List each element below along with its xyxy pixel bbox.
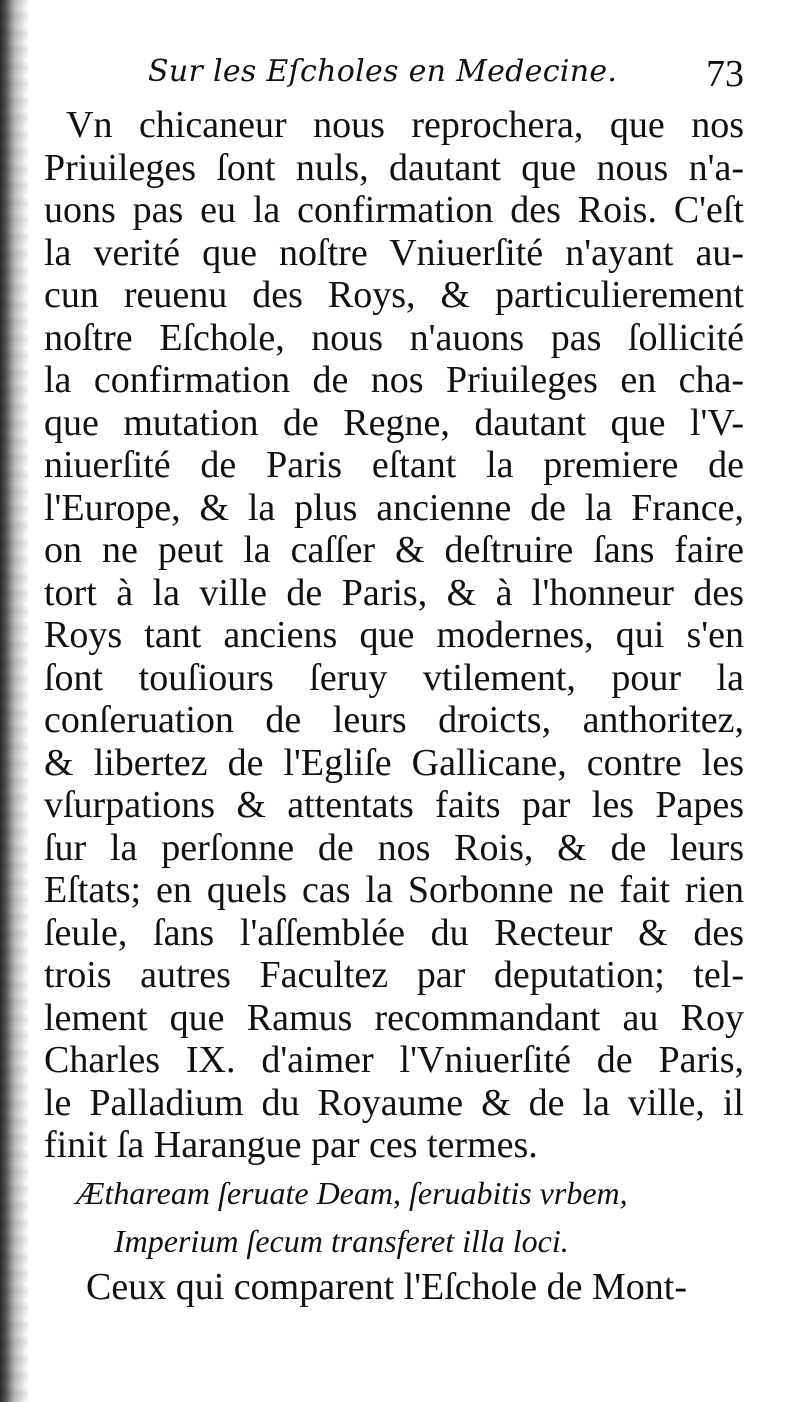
text-line: vſurpations & attentats faits par les Papes xyxy=(44,784,744,826)
running-title: Sur les Eſcholes en Medecine. xyxy=(148,54,618,89)
text-line: lement que Ramus recommandant au Roy xyxy=(44,996,744,1039)
text-line: que mutation de Regne, dautant que l'V- xyxy=(44,401,744,444)
continuation-line: Ceux qui comparent l'Eſchole de Mont- xyxy=(86,1266,687,1308)
text-line: la verité que noſtre Vniuerſité n'ayant au- xyxy=(44,231,744,274)
text-line: trois autres Facultez par deputation; tel- xyxy=(44,954,744,996)
verse-line: Imperium ſecum transferet illa loci. xyxy=(114,1223,569,1259)
text-line: on ne peut la caſſer & deſtruire ſans faire xyxy=(44,529,744,571)
running-head xyxy=(148,52,748,102)
page-number: 73 xyxy=(706,53,744,95)
text-line: uons pas eu la confirmation des Rois. C'eſt xyxy=(44,189,744,231)
text-line: Eſtats; en quels cas la Sorbonne ne fait rien xyxy=(44,869,744,911)
text-line: Vn chicaneur nous reprochera, que nos xyxy=(66,104,744,146)
text-line: niuerſité de Paris eſtant la premiere de xyxy=(44,444,744,486)
text-line: noſtre Eſchole, nous n'auons pas ſollicité xyxy=(44,316,744,359)
text-line: ſont touſiours ſeruy vtilement, pour la xyxy=(44,656,744,699)
text-line: la confirmation de nos Priuileges en cha- xyxy=(44,359,744,401)
binding-gutter xyxy=(0,0,28,1402)
verse-line: Æthaream ſeruate Deam, ſeruabitis vrbem, xyxy=(76,1175,628,1211)
text-line: Priuileges ſont nuls, dautant que nous n'a- xyxy=(44,146,744,189)
text-line: cun reuenu des Roys, & particulierement xyxy=(44,274,744,316)
text-line: le Palladium du Royaume & de la ville, il xyxy=(44,1081,744,1124)
text-line: tort à la ville de Paris, & à l'honneur des xyxy=(44,571,744,614)
text-line: conſeruation de leurs droicts, anthoritez, xyxy=(44,699,744,741)
text-line: Charles IX. d'aimer l'Vniuerſité de Paris, xyxy=(44,1039,744,1081)
text-line: Roys tant anciens que modernes, qui s'en xyxy=(44,614,744,656)
text-line: & libertez de l'Egliſe Gallicane, contre les xyxy=(44,741,744,784)
text-line: finit ſa Harangue par ces termes. xyxy=(44,1124,538,1166)
text-line: ſeule, ſans l'aſſemblée du Recteur & des xyxy=(44,911,744,954)
text-line: l'Europe, & la plus ancienne de la France, xyxy=(44,486,744,529)
body-text xyxy=(44,104,744,1167)
text-line: ſur la perſonne de nos Rois, & de leurs xyxy=(44,826,744,869)
